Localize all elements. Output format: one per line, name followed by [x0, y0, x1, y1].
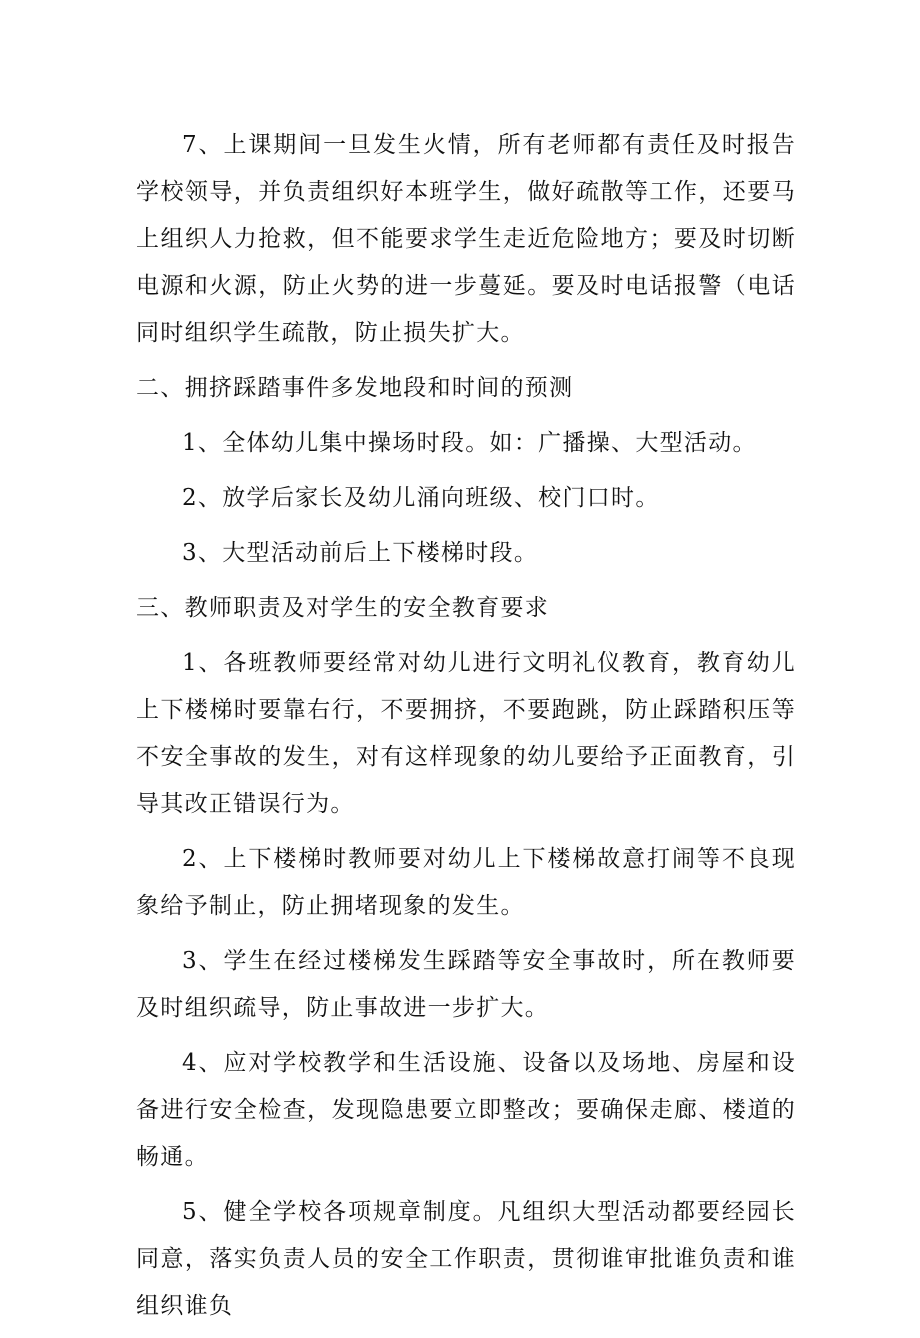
section-heading-2: 二、拥挤踩踏事件多发地段和时间的预测	[136, 375, 574, 401]
paragraph-item-5-regulations: 5、健全学校各项规章制度。凡组织大型活动都要经园长同意，落实负责人员的安全工作职责，贯彻谁审批谁负责和谁组织谁负	[136, 1199, 796, 1319]
paragraph-item-1-playground: 1、全体幼儿集中操场时段。如：广播操、大型活动。	[182, 430, 757, 456]
paragraph-item-4-inspection: 4、应对学校教学和生活设施、设备以及场地、房屋和设备进行安全检查，发现隐患要立即整改；要确保走廊、楼道的畅通。	[136, 1050, 796, 1170]
paragraph-item-3-evacuation: 3、学生在经过楼梯发生踩踏等安全事故时，所在教师要及时组织疏导，防止事故进一步扩大。	[136, 948, 796, 1021]
paragraph-item-1-etiquette: 1、各班教师要经常对幼儿进行文明礼仪教育，教育幼儿上下楼梯时要靠右行，不要拥挤，不要跑跳，防止踩踏积压等不安全事故的发生，对有这样现象的幼儿要给予正面教育，引导其改正错误行为。	[136, 650, 796, 817]
paragraph-item-2-dismissal: 2、放学后家长及幼儿涌向班级、校门口时。	[182, 485, 660, 511]
paragraph-item-3-stairs: 3、大型活动前后上下楼梯时段。	[182, 540, 539, 566]
document-body	[136, 122, 796, 1338]
paragraph-item-7-fire: 7、上课期间一旦发生火情，所有老师都有责任及时报告学校领导，并负责组织好本班学生，做好疏散等工作，还要马上组织人力抢救，但不能要求学生走近危险地方；要及时切断电源和火源，防止火势的进一步蔓延。要及时电话报警（电话同时组织学生疏散，防止损失扩大。	[136, 132, 796, 346]
paragraph-item-2-stop-horseplay: 2、上下楼梯时教师要对幼儿上下楼梯故意打闹等不良现象给予制止，防止拥堵现象的发生。	[136, 846, 796, 919]
section-heading-3: 三、教师职责及对学生的安全教育要求	[136, 595, 550, 621]
